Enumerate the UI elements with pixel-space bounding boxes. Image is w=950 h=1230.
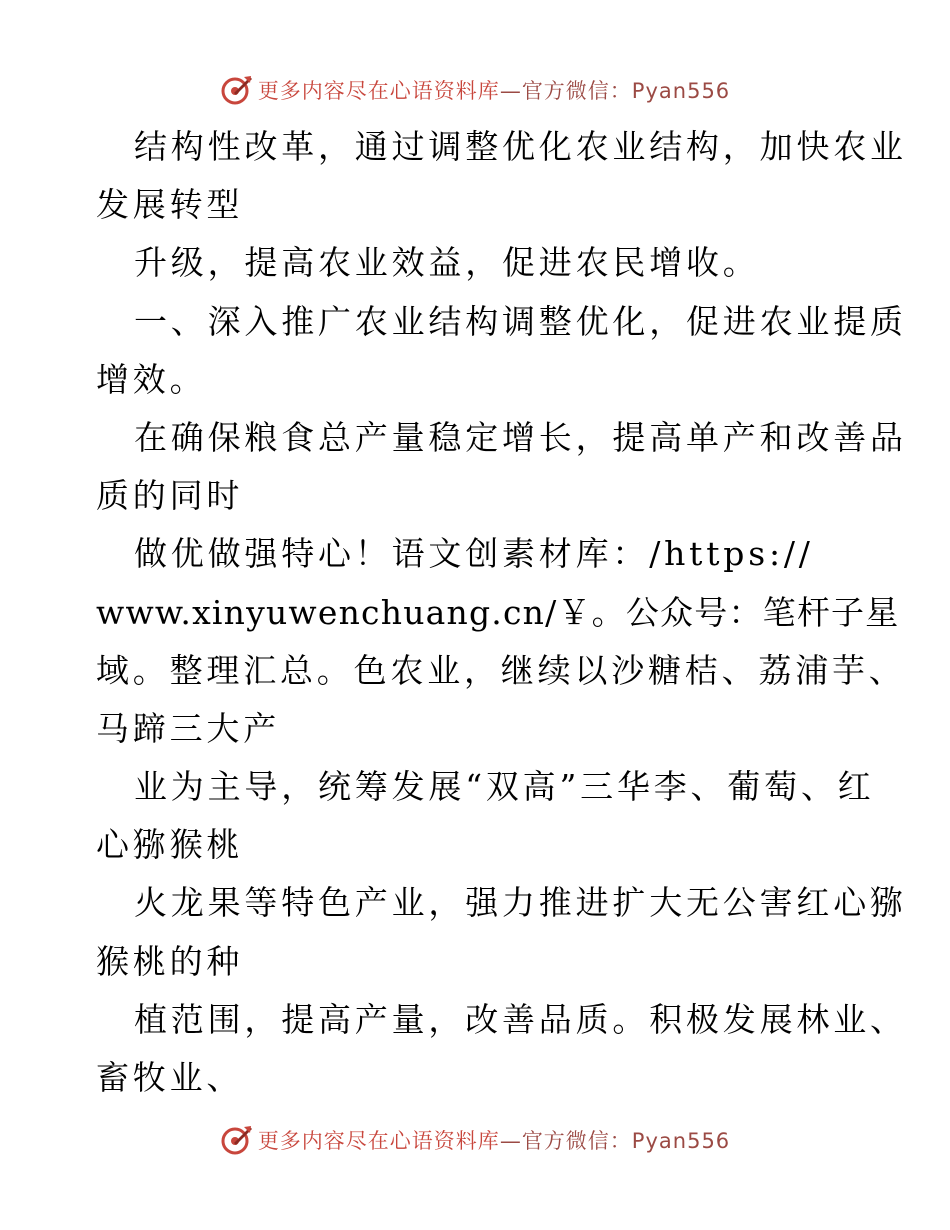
footer-banner-wechat: —官方微信：Pyan556	[499, 1129, 731, 1153]
header-banner-text	[258, 75, 730, 105]
body-line: 升级，提高农业效益，促进农民增收。	[134, 243, 760, 283]
body-line: 质的同时	[96, 476, 244, 516]
body-line: 做优做强特心！语文创素材库：/https://	[134, 534, 814, 574]
body-line: 猴桃的种	[96, 941, 244, 981]
body-line: 植范围，提高产量，改善品质。积极发展林业、	[134, 999, 907, 1039]
body-line: 业为主导，统筹发展“双高”三华李、葡萄、红	[134, 767, 875, 807]
body-line: 域。整理汇总。色农业，继续以沙糖桔、荔浦芋、	[96, 650, 906, 690]
header-banner-main: 更多内容尽在心语资料库	[257, 79, 500, 103]
body-line: 发展转型	[96, 185, 244, 225]
body-line: 马蹄三大产	[96, 708, 280, 748]
body-line: 增效。	[96, 359, 207, 399]
quill-logo-icon	[220, 1123, 254, 1157]
body-line: 结构性改革，通过调整优化农业结构，加快农业	[134, 127, 907, 166]
body-line: www.xinyuwenchuang.cn/￥。公众号：笔杆子星	[96, 592, 900, 632]
header-banner	[0, 70, 950, 110]
footer-banner-main: 更多内容尽在心语资料库	[257, 1129, 500, 1153]
body-line: 在确保粮食总产量稳定增长，提高单产和改善品	[134, 417, 907, 457]
footer-banner-text	[258, 1125, 730, 1155]
footer-banner	[0, 1120, 950, 1160]
header-banner-wechat: —官方微信：Pyan556	[499, 79, 731, 103]
body-line: 一、深入推广农业结构调整优化，促进农业提质	[134, 301, 907, 341]
body-line: 心猕猴桃	[96, 825, 244, 865]
body-line: 火龙果等特色产业，强力推进扩大无公害红心猕	[134, 883, 907, 923]
document-body	[96, 118, 907, 1107]
body-line: 畜牧业、	[96, 1058, 244, 1097]
quill-logo-icon	[220, 73, 254, 107]
